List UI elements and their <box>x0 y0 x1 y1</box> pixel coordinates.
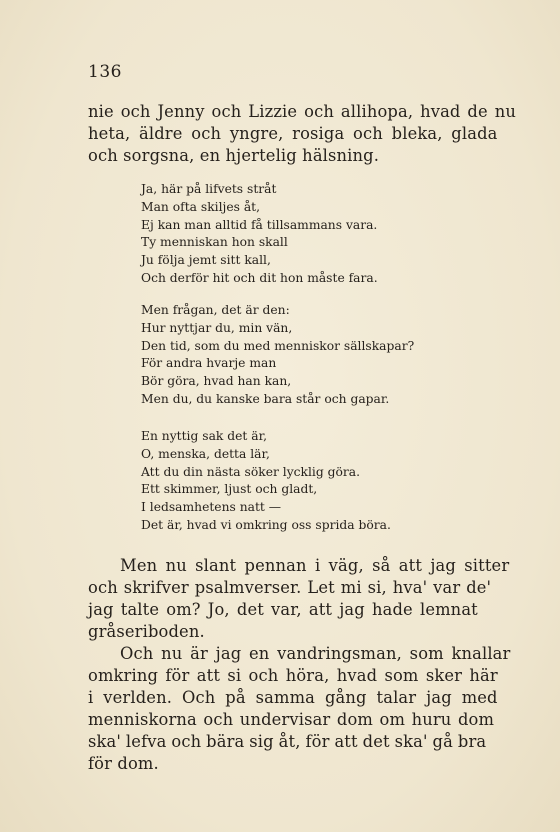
verse-line: För andra hvarje man <box>141 356 277 371</box>
poem-stanza-3 <box>141 428 391 535</box>
verse-line: Det är, hvad vi omkring oss sprida böra. <box>141 517 391 532</box>
verse-line: En nyttig sak det är, <box>141 429 268 443</box>
intro-line: nie och Jenny och Lizzie och allihopa, hvad de nu <box>88 102 516 121</box>
paragraph-line: menniskorna och undervisar dom om huru dom <box>88 710 495 729</box>
paragraph <box>88 643 511 775</box>
paragraph-line: i verlden. Och på samma gång talar jag med <box>88 688 498 707</box>
paragraph-line: för dom. <box>88 754 159 773</box>
verse-line: Ju följa jemt sitt kall, <box>141 253 271 268</box>
intro-line: och sorgsna, en hjertelig hälsning. <box>88 146 380 165</box>
intro-paragraph <box>88 101 516 167</box>
verse-line: O, menska, detta lär, <box>141 446 270 461</box>
intro-line: heta, äldre och yngre, rosiga och bleka, glada <box>88 124 498 143</box>
verse-line: Men du, du kanske bara står och gapar. <box>141 391 390 406</box>
paragraph <box>88 555 510 643</box>
verse-line: Men frågan, det är den: <box>141 303 290 317</box>
paragraph-line: Och nu är jag en vandringsman, som knallar <box>120 644 511 663</box>
verse-line: Ej kan man alltid få tillsammans vara. <box>141 217 378 232</box>
verse-line: Ett skimmer, ljust och gladt, <box>141 482 318 497</box>
verse-line: Ty menniskan hon skall <box>141 235 288 250</box>
paragraph-line: omkring för att si och höra, hvad som sker här <box>88 666 498 685</box>
verse-line: Man ofta skiljes åt, <box>141 199 261 214</box>
verse-line: Bör göra, hvad han kan, <box>141 374 292 389</box>
verse-line: Hur nyttjar du, min vän, <box>141 320 293 335</box>
poem-stanza-2 <box>141 302 414 409</box>
paragraph-line: jag talte om? Jo, det var, att jag hade lemnat <box>88 600 478 619</box>
paragraph-line: och skrifver psalmverser. Let mi si, hva' var de' <box>88 578 492 597</box>
paragraph-line: Men nu slant pennan i väg, så att jag sitter <box>120 556 510 575</box>
paragraph-line: ska' lefva och bära sig åt, för att det ska' gå bra <box>88 732 487 751</box>
poem-stanza-1 <box>141 181 378 288</box>
verse-line: Och derför hit och dit hon måste fara. <box>141 270 378 285</box>
verse-line: Den tid, som du med menniskor sällskapar? <box>141 338 415 353</box>
paragraph-line: gråseriboden. <box>88 622 205 641</box>
page-number: 136 <box>88 62 122 82</box>
verse-line: Ja, här på lifvets stråt <box>141 182 277 196</box>
outro-text <box>88 555 511 775</box>
verse-line: Att du din nästa söker lycklig göra. <box>141 464 361 479</box>
verse-line: I ledsamhetens natt — <box>141 500 282 515</box>
